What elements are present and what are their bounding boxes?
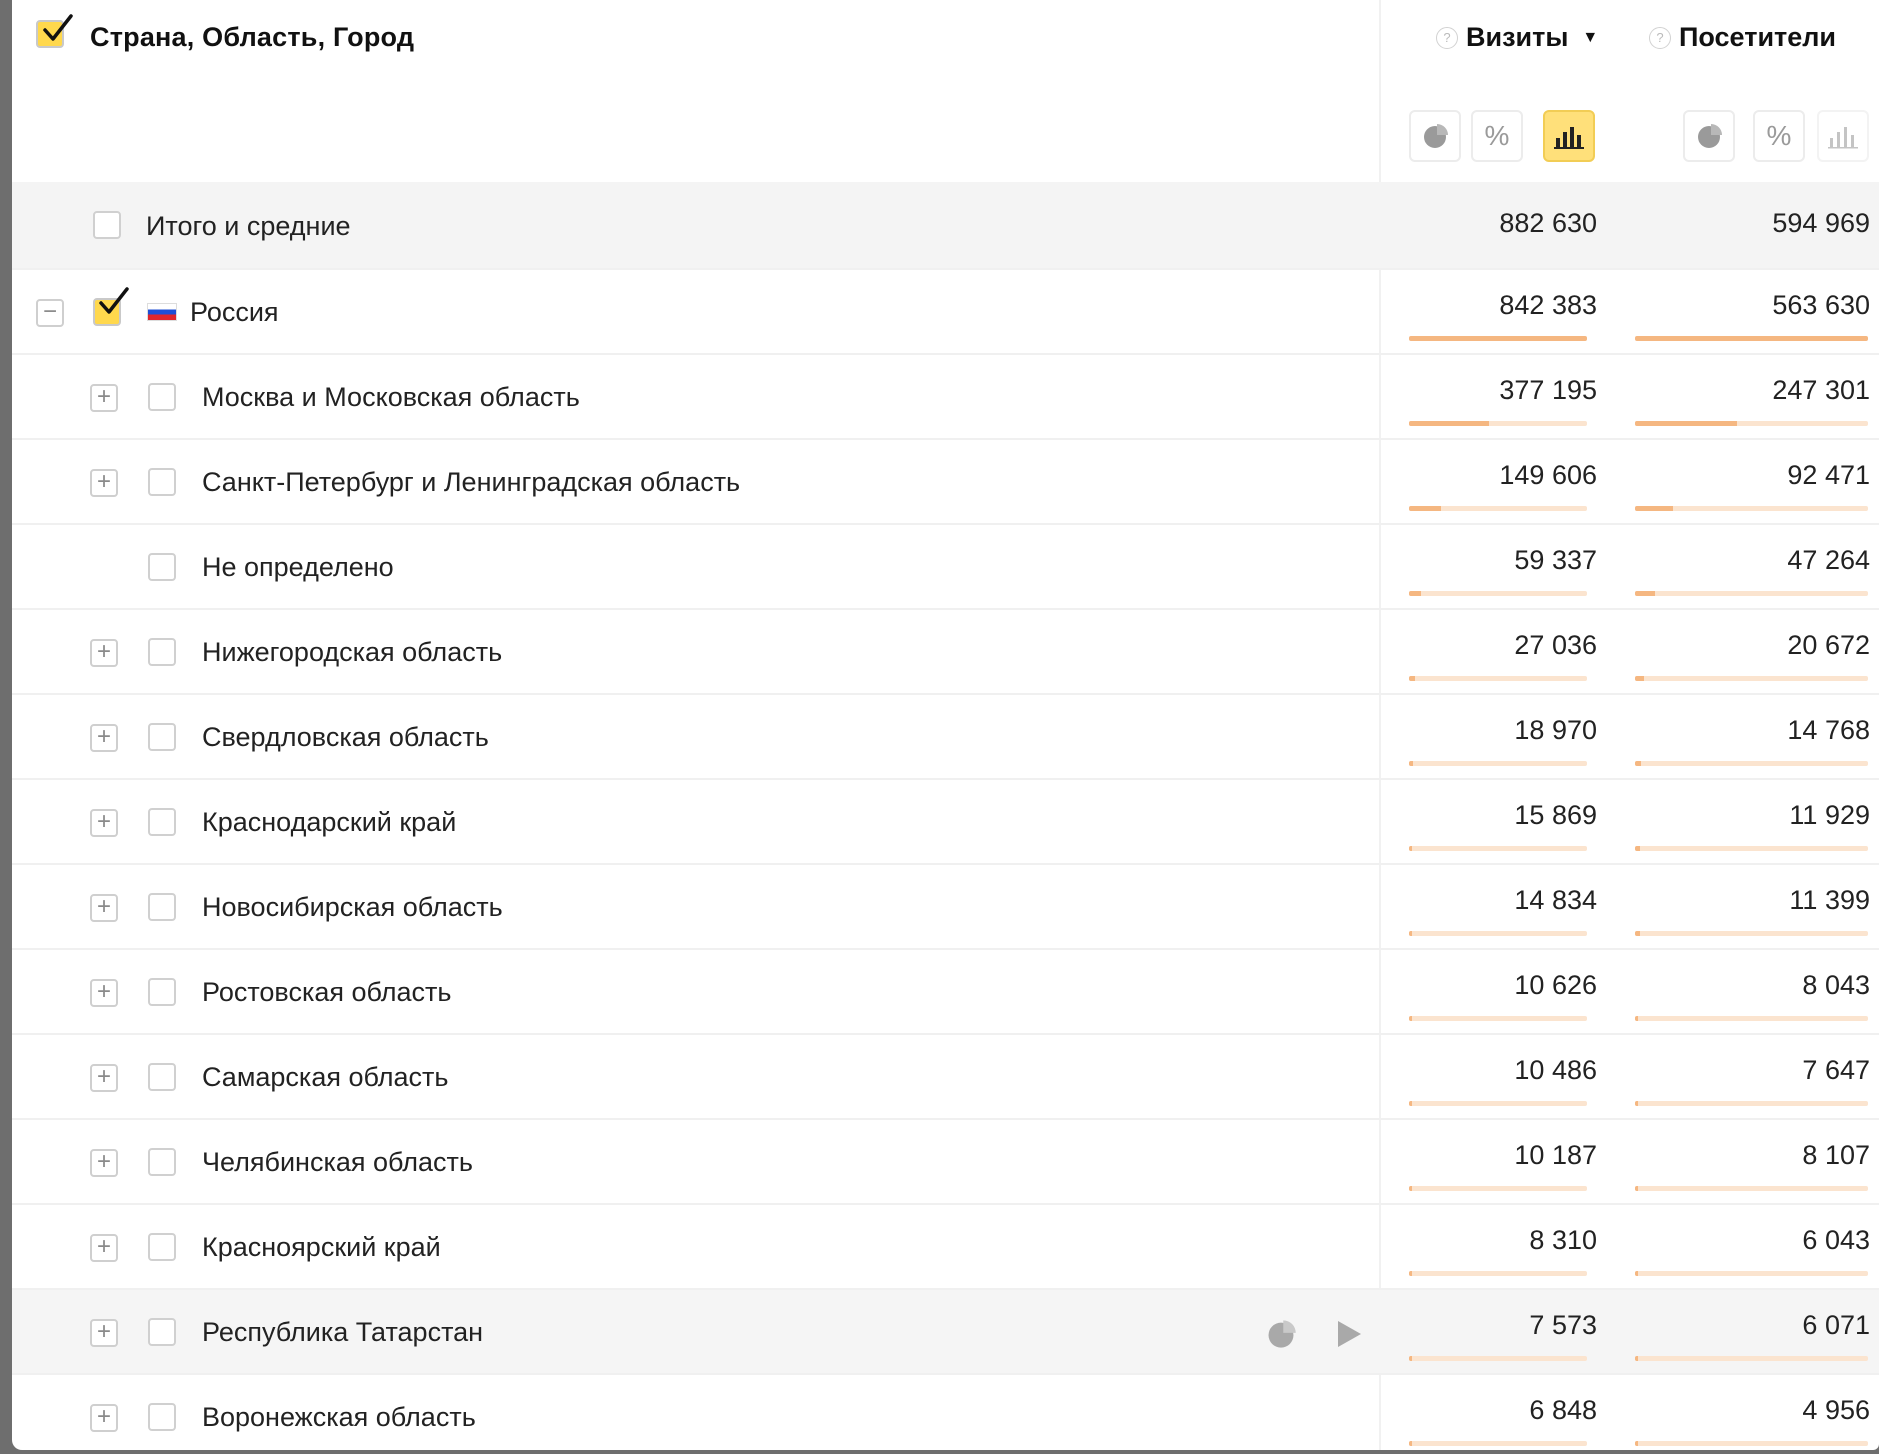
country-label[interactable]: Россия [190, 297, 279, 327]
visits-share-bar [1409, 1441, 1587, 1446]
visits-share-bar [1409, 506, 1587, 511]
visits-value: 149 606 [1499, 460, 1597, 490]
visitors-share-bar-fill [1635, 336, 1868, 341]
expand-icon[interactable]: + [90, 894, 118, 922]
region-label[interactable]: Новосибирская область [202, 892, 503, 922]
region-label[interactable]: Ростовская область [202, 977, 452, 1007]
bar-view-button[interactable] [1817, 110, 1869, 162]
expand-icon[interactable]: + [90, 1149, 118, 1177]
visits-share-bar [1409, 591, 1587, 596]
visits-share-bar [1409, 846, 1587, 851]
visits-value: 8 310 [1529, 1225, 1597, 1255]
visits-share-bar-fill [1409, 421, 1489, 426]
expand-icon[interactable]: + [90, 1319, 118, 1347]
collapse-icon[interactable]: − [36, 299, 64, 327]
region-label[interactable]: Республика Татарстан [202, 1317, 484, 1347]
row-checkbox[interactable] [148, 468, 176, 496]
visits-share-bar [1409, 336, 1587, 341]
visitors-share-bar [1635, 1271, 1868, 1276]
visits-share-bar-fill [1409, 846, 1412, 851]
visitors-share-bar-fill [1635, 1186, 1638, 1191]
visitors-value: 8 043 [1802, 970, 1870, 1000]
visits-share-bar-fill [1409, 1016, 1412, 1021]
visits-share-bar-fill [1409, 931, 1412, 936]
visitors-value: 20 672 [1787, 630, 1870, 660]
visits-value: 15 869 [1514, 800, 1597, 830]
row-checkbox[interactable] [148, 808, 176, 836]
visits-share-bar-fill [1409, 1186, 1412, 1191]
region-label[interactable]: Воронежская область [202, 1402, 476, 1432]
row-play-icon[interactable] [1334, 1317, 1364, 1356]
region-label[interactable]: Самарская область [202, 1062, 449, 1092]
visits-value: 377 195 [1499, 375, 1597, 405]
visits-value: 10 187 [1514, 1140, 1597, 1170]
row-checkbox[interactable] [148, 1063, 176, 1091]
expand-icon[interactable]: + [90, 1234, 118, 1262]
visits-value: 10 626 [1514, 970, 1597, 1000]
row-checkbox[interactable] [148, 893, 176, 921]
bar-chart-icon [1553, 123, 1585, 149]
visitors-share-bar-fill [1635, 931, 1640, 936]
russia-flag-icon [147, 303, 177, 321]
pie-view-button[interactable] [1409, 110, 1461, 162]
region-label[interactable]: Нижегородская область [202, 637, 503, 667]
visitors-share-bar-fill [1635, 506, 1673, 511]
row-checkbox[interactable] [148, 1233, 176, 1261]
expand-icon[interactable]: + [90, 724, 118, 752]
visits-value: 7 573 [1529, 1310, 1597, 1340]
percent-icon: % [1766, 120, 1792, 151]
expand-icon[interactable]: + [90, 1404, 118, 1432]
visitors-share-bar-fill [1635, 846, 1640, 851]
row-pie-chart-icon[interactable] [1264, 1317, 1298, 1356]
region-label[interactable]: Краснодарский край [202, 807, 457, 837]
table-row[interactable] [12, 268, 1879, 353]
visitors-share-bar-fill [1635, 591, 1655, 596]
expand-icon[interactable]: + [90, 639, 118, 667]
visitors-value: 7 647 [1802, 1055, 1870, 1085]
visits-share-bar-fill [1409, 1101, 1412, 1106]
visits-share-bar [1409, 931, 1587, 936]
visitors-share-bar-fill [1635, 1441, 1638, 1446]
totals-row [12, 182, 1879, 268]
table-row[interactable] [12, 608, 1879, 693]
visitors-share-bar-fill [1635, 676, 1644, 681]
percent-view-button[interactable] [1471, 110, 1523, 162]
expand-icon[interactable]: + [90, 809, 118, 837]
visitors-share-bar-fill [1635, 761, 1641, 766]
pie-view-button[interactable] [1683, 110, 1735, 162]
sort-desc-icon[interactable]: ▼ [1582, 28, 1599, 46]
visitors-share-bar-fill [1635, 421, 1737, 426]
row-checkbox[interactable] [148, 638, 176, 666]
visits-value: 842 383 [1499, 290, 1597, 320]
visitors-share-bar [1635, 336, 1868, 341]
expand-icon[interactable]: + [90, 469, 118, 497]
row-checkbox[interactable] [148, 383, 176, 411]
region-label[interactable]: Челябинская область [202, 1147, 473, 1177]
table-row[interactable] [12, 1033, 1879, 1118]
dimension-title[interactable]: Страна, Область, Город [90, 22, 415, 52]
visitors-value: 92 471 [1787, 460, 1870, 490]
visitors-value: 563 630 [1772, 290, 1870, 320]
region-label[interactable]: Санкт-Петербург и Ленинградская область [202, 467, 741, 497]
table-row[interactable] [12, 1373, 1879, 1450]
table-row[interactable] [12, 1203, 1879, 1288]
expand-icon[interactable]: + [90, 1064, 118, 1092]
expand-icon[interactable]: + [90, 384, 118, 412]
visits-share-bar [1409, 1186, 1587, 1191]
visits-value: 27 036 [1514, 630, 1597, 660]
report-table-panel [12, 0, 1879, 1450]
visits-column-header[interactable] [1436, 22, 1598, 53]
table-row[interactable] [12, 693, 1879, 778]
totals-checkbox[interactable] [93, 211, 121, 239]
visitors-share-bar [1635, 761, 1868, 766]
totals-visitors: 594 969 [1772, 208, 1870, 238]
visitors-value: 8 107 [1802, 1140, 1870, 1170]
visitors-share-bar-fill [1635, 1016, 1638, 1021]
visitors-share-bar [1635, 1016, 1868, 1021]
table-row[interactable] [12, 353, 1879, 438]
visitors-value: 4 956 [1802, 1395, 1870, 1425]
visits-share-bar [1409, 421, 1587, 426]
bar-chart-icon [1827, 123, 1859, 149]
visits-share-bar-fill [1409, 1271, 1412, 1276]
visitors-share-bar [1635, 506, 1868, 511]
visits-share-bar-fill [1409, 1356, 1412, 1361]
pie-chart-icon [1694, 121, 1724, 151]
region-label[interactable]: Красноярский край [202, 1232, 441, 1262]
percent-icon: % [1484, 120, 1510, 151]
visitors-value: 247 301 [1772, 375, 1870, 405]
visitors-value: 47 264 [1787, 545, 1870, 575]
region-label[interactable]: Москва и Московская область [202, 382, 580, 412]
row-checkbox[interactable] [148, 1318, 176, 1346]
visitors-value: 11 929 [1789, 800, 1870, 830]
visits-share-bar [1409, 676, 1587, 681]
row-checkbox[interactable] [93, 298, 121, 326]
row-checkbox[interactable] [148, 723, 176, 751]
visits-share-bar-fill [1409, 336, 1587, 341]
row-checkbox[interactable] [148, 978, 176, 1006]
pie-chart-icon [1420, 121, 1450, 151]
visits-share-bar [1409, 1271, 1587, 1276]
visits-share-bar [1409, 761, 1587, 766]
visits-share-bar [1409, 1356, 1587, 1361]
visitors-value: 14 768 [1787, 715, 1870, 745]
visitors-value: 6 071 [1802, 1310, 1870, 1340]
visits-share-bar-fill [1409, 506, 1441, 511]
visitors-share-bar [1635, 846, 1868, 851]
help-icon[interactable]: ? [1649, 27, 1671, 49]
totals-label: Итого и средние [146, 211, 351, 241]
table-row[interactable] [12, 1118, 1879, 1203]
visits-share-bar [1409, 1016, 1587, 1021]
visits-value: 59 337 [1514, 545, 1597, 575]
visitors-share-bar [1635, 676, 1868, 681]
row-checkbox[interactable] [148, 1148, 176, 1176]
visits-share-bar-fill [1409, 761, 1413, 766]
visits-share-bar-fill [1409, 591, 1421, 596]
bar-view-button-active[interactable] [1543, 110, 1595, 162]
row-checkbox[interactable] [148, 553, 176, 581]
percent-view-button[interactable] [1753, 110, 1805, 162]
row-checkbox[interactable] [148, 1403, 176, 1431]
visitors-share-bar-fill [1635, 1271, 1638, 1276]
visitors-value: 6 043 [1802, 1225, 1870, 1255]
visitors-column-header[interactable] [1649, 22, 1836, 53]
help-icon[interactable]: ? [1436, 27, 1458, 49]
table-row[interactable] [12, 778, 1879, 863]
table-row[interactable] [12, 948, 1879, 1033]
visits-value: 18 970 [1514, 715, 1597, 745]
table-row[interactable] [12, 523, 1879, 608]
table-row[interactable] [12, 438, 1879, 523]
visits-value: 10 486 [1514, 1055, 1597, 1085]
visits-column-label: Визиты [1466, 22, 1569, 52]
visitors-share-bar [1635, 1441, 1868, 1446]
visits-share-bar-fill [1409, 676, 1415, 681]
visits-value: 14 834 [1514, 885, 1597, 915]
visitors-value: 11 399 [1789, 885, 1870, 915]
visitors-share-bar [1635, 1356, 1868, 1361]
totals-visits: 882 630 [1499, 208, 1597, 238]
table-row[interactable] [12, 1288, 1879, 1373]
visitors-share-bar-fill [1635, 1356, 1638, 1361]
visitors-column-label: Посетители [1679, 22, 1837, 52]
region-label[interactable]: Не определено [202, 552, 394, 582]
table-row[interactable] [12, 863, 1879, 948]
select-all-checkbox[interactable] [36, 20, 64, 48]
visits-share-bar-fill [1409, 1441, 1412, 1446]
visitors-share-bar [1635, 421, 1868, 426]
visitors-share-bar [1635, 1186, 1868, 1191]
visitors-share-bar [1635, 591, 1868, 596]
visits-value: 6 848 [1529, 1395, 1597, 1425]
visits-share-bar [1409, 1101, 1587, 1106]
region-label[interactable]: Свердловская область [202, 722, 489, 752]
expand-icon[interactable]: + [90, 979, 118, 1007]
visitors-share-bar [1635, 1101, 1868, 1106]
visitors-share-bar [1635, 931, 1868, 936]
visitors-share-bar-fill [1635, 1101, 1638, 1106]
